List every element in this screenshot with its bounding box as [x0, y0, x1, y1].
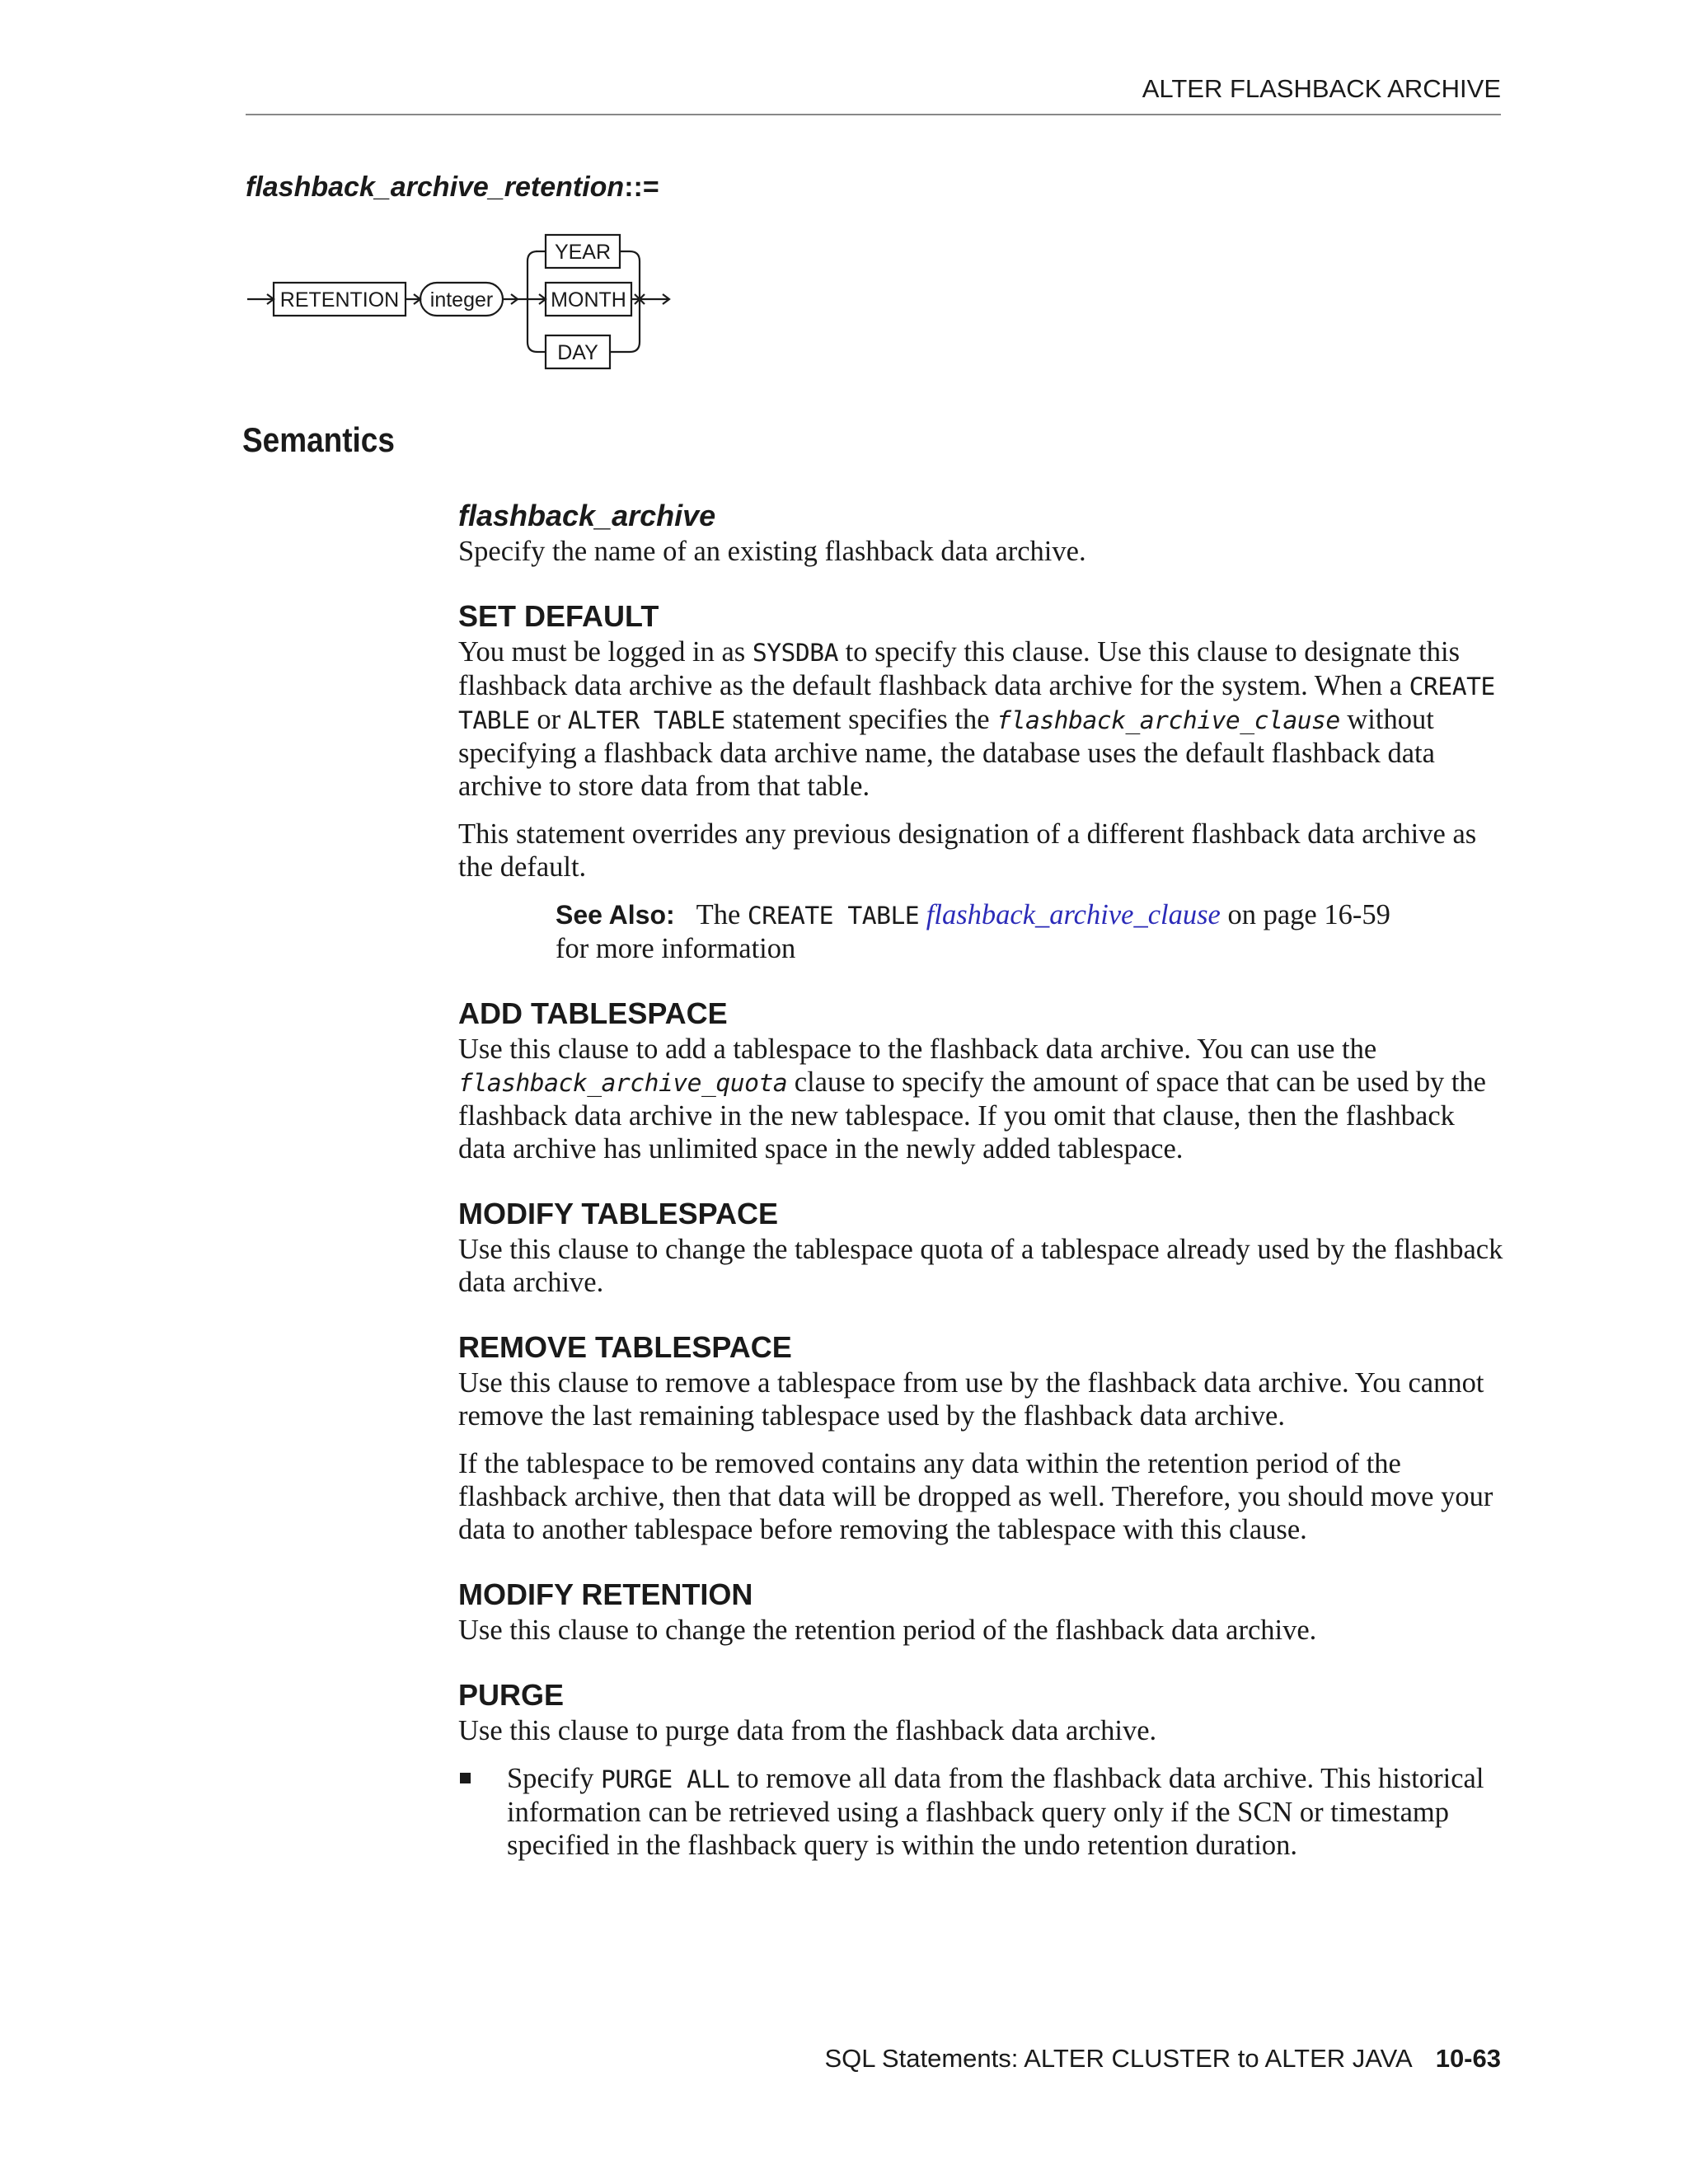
footer-title: SQL Statements: ALTER CLUSTER to ALTER JAVA	[824, 2044, 1413, 2073]
set-default-paragraph-2: This statement overrides any previous designation of a different flashback data archive as the default.	[458, 818, 1477, 883]
set-default-paragraph-1: You must be logged in as SYSDBA to specify this clause. Use this clause to designate this flashback data archive as the default flashback data archive for the system. When a CREATE TABLE or ALTER TABLE statement specifies the flashback_archive_clause without specifying a flashback data archive name, the database uses the default flashback data archive to store data from that table.	[458, 636, 1495, 802]
code-purge-all: PURGE ALL	[601, 1765, 730, 1793]
month-option-label: MONTH	[551, 288, 626, 312]
header-rule	[246, 114, 1501, 115]
see-also-label: See Also:	[556, 900, 675, 930]
day-option-label: DAY	[557, 341, 598, 364]
modify-tablespace-paragraph: Use this clause to change the tablespace quota of a tablespace already used by the flashback data archive.	[458, 1234, 1503, 1298]
purge-paragraph: Use this clause to purge data from the flashback data archive.	[458, 1715, 1157, 1746]
flashback-archive-clause-link[interactable]: flashback_archive_clause	[926, 899, 1221, 930]
retention-keyword-label: RETENTION	[279, 288, 400, 312]
modify-tablespace-heading: MODIFY TABLESPACE	[458, 1197, 779, 1230]
purge-all-bullet: Specify PURGE ALL to remove all data from the flashback data archive. This historical information can be retrieved using a flashback query only if the SCN or timestamp specified in the flashback query is within the undo retention duration.	[458, 1762, 1505, 1862]
flashback-archive-heading: flashback_archive	[458, 499, 716, 532]
code-create-table: CREATE TABLE	[458, 672, 1495, 734]
integer-variable-label: integer	[429, 288, 494, 312]
semantics-heading: Semantics	[242, 420, 395, 459]
code-alter-table: ALTER TABLE	[567, 705, 725, 734]
add-tablespace-paragraph: Use this clause to add a tablespace to the flashback data archive. You can use the flashback_archive_quota clause to specify the amount of space that can be used by the flashback data archive in the new tablespace. If you omit that clause, then the flashback data archive has unlimited space in the newly added tablespace.	[458, 1033, 1486, 1165]
syntax-rule-title	[246, 171, 659, 204]
code-create-table-ref: CREATE TABLE	[747, 901, 920, 930]
modify-retention-paragraph: Use this clause to change the retention period of the flashback data archive.	[458, 1615, 1317, 1646]
year-option-label: YEAR	[554, 241, 612, 264]
code-sysdba: SYSDBA	[752, 638, 838, 667]
remove-tablespace-paragraph-2: If the tablespace to be removed contains any data within the retention period of the flashback archive, then that data will be dropped as well. Therefore, you should move your data to another tablespace before removing the tablespace with this clause.	[458, 1448, 1493, 1545]
see-also-note: See Also: The CREATE TABLE flashback_archive_clause on page 16-59 for more information	[556, 899, 1390, 964]
code-flashback-archive-quota: flashback_archive_quota	[458, 1068, 788, 1097]
set-default-heading: SET DEFAULT	[458, 599, 659, 633]
page-number: 10-63	[1435, 2044, 1501, 2073]
semantics-content	[458, 497, 1505, 1862]
syntax-rule-operator: ::=	[624, 171, 659, 203]
code-flashback-archive-clause: flashback_archive_clause	[996, 705, 1340, 734]
add-tablespace-heading: ADD TABLESPACE	[458, 996, 728, 1030]
modify-retention-heading: MODIFY RETENTION	[458, 1577, 753, 1611]
purge-heading: PURGE	[458, 1678, 565, 1712]
remove-tablespace-paragraph-1: Use this clause to remove a tablespace from use by the flashback data archive. You cannot remove the last remaining tablespace used by the flashback data archive.	[458, 1367, 1484, 1432]
remove-tablespace-heading: REMOVE TABLESPACE	[458, 1330, 792, 1364]
railroad-diagram	[239, 227, 684, 383]
syntax-rule-name: flashback_archive_retention	[246, 171, 625, 203]
bullet-square-icon	[460, 1773, 471, 1783]
page-footer	[824, 2044, 1501, 2074]
running-header: ALTER FLASHBACK ARCHIVE	[1142, 74, 1501, 103]
flashback-archive-text: Specify the name of an existing flashback data archive.	[458, 536, 1086, 567]
